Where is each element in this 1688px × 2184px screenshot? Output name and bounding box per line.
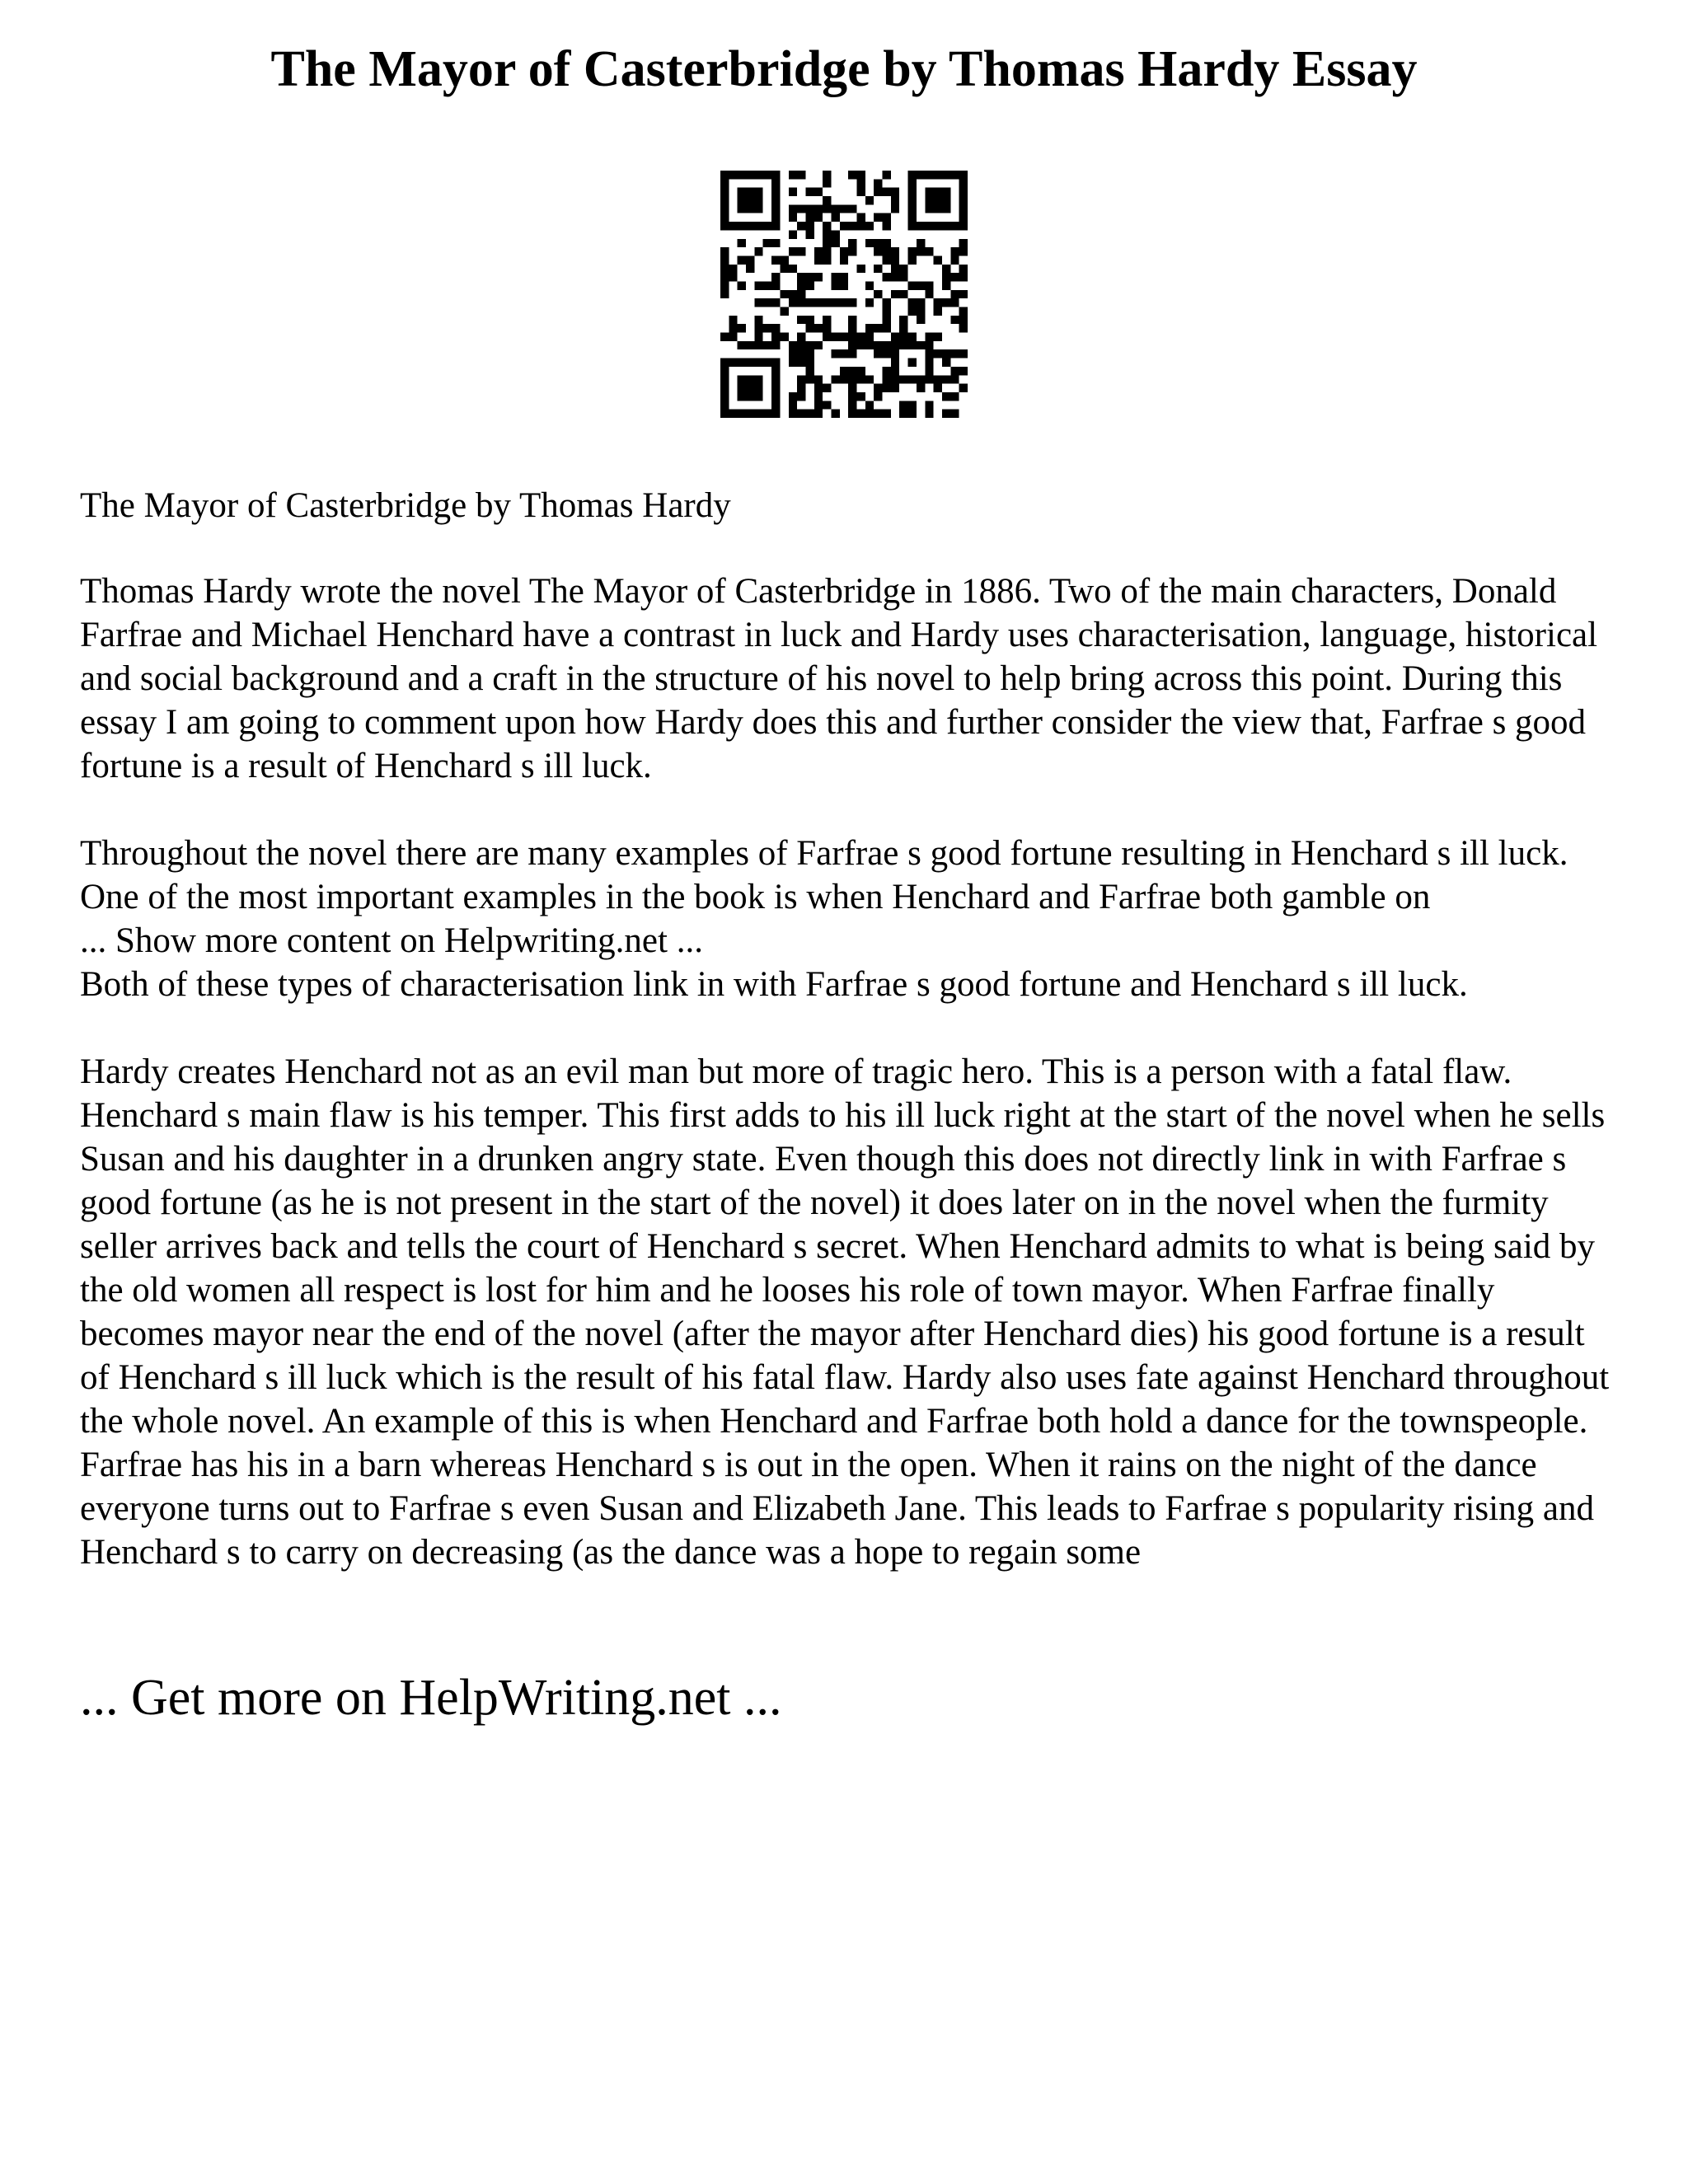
get-more-link[interactable]: ... Get more on HelpWriting.net ... bbox=[80, 1670, 782, 1726]
essay-paragraph-characterisation: Both of these types of characterisation link in with Farfrae s good fortune and Henchard s ill luck. bbox=[80, 965, 1468, 1004]
document-title: The Mayor of Casterbridge by Thomas Hardy Essay bbox=[270, 41, 1418, 97]
essay-paragraph-examples bbox=[80, 832, 1621, 963]
essay-paragraph-intro: Thomas Hardy wrote the novel The Mayor of Casterbridge in 1886. Two of the main characters, Donald Farfrae and Michael Henchard have a contrast in luck and Hardy uses characterisation, language, historical and social background and a craft in the structure of his novel to help bring across this point. During this essay I am going to comment upon how Hardy does this and further consider the view that, Farfrae s good fortune is a result of Henchard s ill luck. bbox=[80, 572, 1598, 785]
show-more-link[interactable]: ... Show more content on Helpwriting.net ... bbox=[80, 921, 703, 960]
qr-code-graphic bbox=[720, 171, 968, 418]
essay-paragraph-examples-text: Throughout the novel there are many examples of Farfrae s good fortune resulting in Henchard s ill luck. One of the most important examples in the book is when Henchard and Farfrae both gamble on bbox=[80, 834, 1568, 916]
essay-paragraph-tragic-hero: Hardy creates Henchard not as an evil man but more of tragic hero. This is a person with a fatal flaw. Henchard s main flaw is his temper. This first adds to his ill luck right at the start of the novel when he sells Susan and his daughter in a drunken angry state. Even though this does not directly link in with Farfrae s good fortune (as he is not present in the start of the novel) it does later on in the novel when the furmity seller arrives back and tells the court of Henchard s secret. When Henchard admits to what is being said by the old women all respect is lost for him and he looses his role of town mayor. When Farfrae finally becomes mayor near the end of the novel (after the mayor after Henchard dies) his good fortune is a result of Henchard s ill luck which is the result of his fatal flaw. Hardy also uses fate against Henchard throughout the whole novel. An example of this is when Henchard and Farfrae both hold a dance for the townspeople. Farfrae has his in a barn whereas Henchard s is out in the open. When it rains on the night of the dance everyone turns out to Farfrae s even Susan and Elizabeth Jane. This leads to Farfrae s popularity rising and Henchard s to carry on decreasing (as the dance was a hope to regain some bbox=[80, 1052, 1610, 1572]
qr-code-icon[interactable] bbox=[720, 171, 968, 418]
essay-subtitle: The Mayor of Casterbridge by Thomas Hardy bbox=[80, 486, 731, 525]
